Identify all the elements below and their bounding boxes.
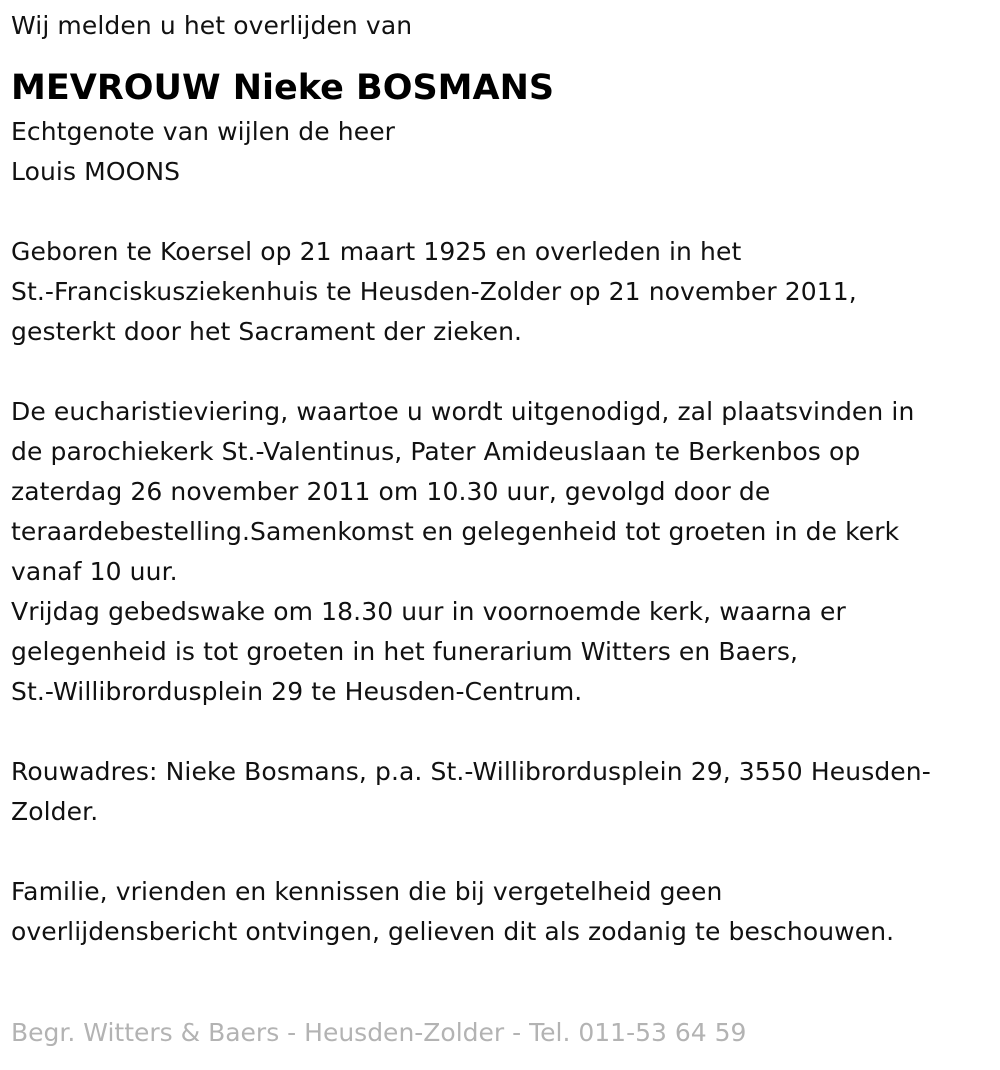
paragraph-line: Vrijdag gebedswake om 18.30 uur in voornoemde kerk, waarna er	[11, 597, 846, 626]
spouse-name: Louis MOONS	[11, 157, 181, 186]
funeral-home-footer: Begr. Witters & Baers - Heusden-Zolder - Tel. 011-53 64 59	[11, 1018, 747, 1047]
paragraph-line: overlijdensbericht ontvingen, gelieven dit als zodanig te beschouwen.	[11, 917, 895, 946]
paragraph-line: zaterdag 26 november 2011 om 10.30 uur, gevolgd door de	[11, 477, 771, 506]
spacer	[11, 192, 986, 232]
spouse-line: Echtgenote van wijlen de heer	[11, 117, 396, 146]
ceremony-paragraph	[11, 392, 986, 712]
death-notice	[11, 6, 986, 952]
family-notice	[11, 872, 986, 952]
birth-death-paragraph	[11, 232, 986, 352]
mourning-address	[11, 752, 986, 832]
paragraph-line: Familie, vrienden en kennissen die bij vergetelheid geen	[11, 877, 723, 906]
spacer	[11, 352, 986, 392]
paragraph-line: vanaf 10 uur.	[11, 557, 178, 586]
paragraph-line: gelegenheid is tot groeten in het funerarium Witters en Baers,	[11, 637, 799, 666]
deceased-name: MEVROUW Nieke BOSMANS	[11, 68, 555, 108]
paragraph-line: St.-Willibrordusplein 29 te Heusden-Centrum.	[11, 677, 583, 706]
paragraph-line: Zolder.	[11, 797, 99, 826]
paragraph-line: Rouwadres: Nieke Bosmans, p.a. St.-Willibrordusplein 29, 3550 Heusden-	[11, 757, 931, 786]
paragraph-line: gesterkt door het Sacrament der zieken.	[11, 317, 523, 346]
paragraph-line: St.-Franciskusziekenhuis te Heusden-Zolder op 21 november 2011,	[11, 277, 857, 306]
paragraph-line: de parochiekerk St.-Valentinus, Pater Amideuslaan te Berkenbos op	[11, 437, 861, 466]
spacer	[11, 832, 986, 872]
paragraph-line: De eucharistieviering, waartoe u wordt uitgenodigd, zal plaatsvinden in	[11, 397, 915, 426]
spacer	[11, 712, 986, 752]
paragraph-line: teraardebestelling.Samenkomst en gelegenheid tot groeten in de kerk	[11, 517, 900, 546]
spouse-block	[11, 112, 986, 192]
intro-text: Wij melden u het overlijden van	[11, 11, 413, 40]
paragraph-line: Geboren te Koersel op 21 maart 1925 en overleden in het	[11, 237, 742, 266]
